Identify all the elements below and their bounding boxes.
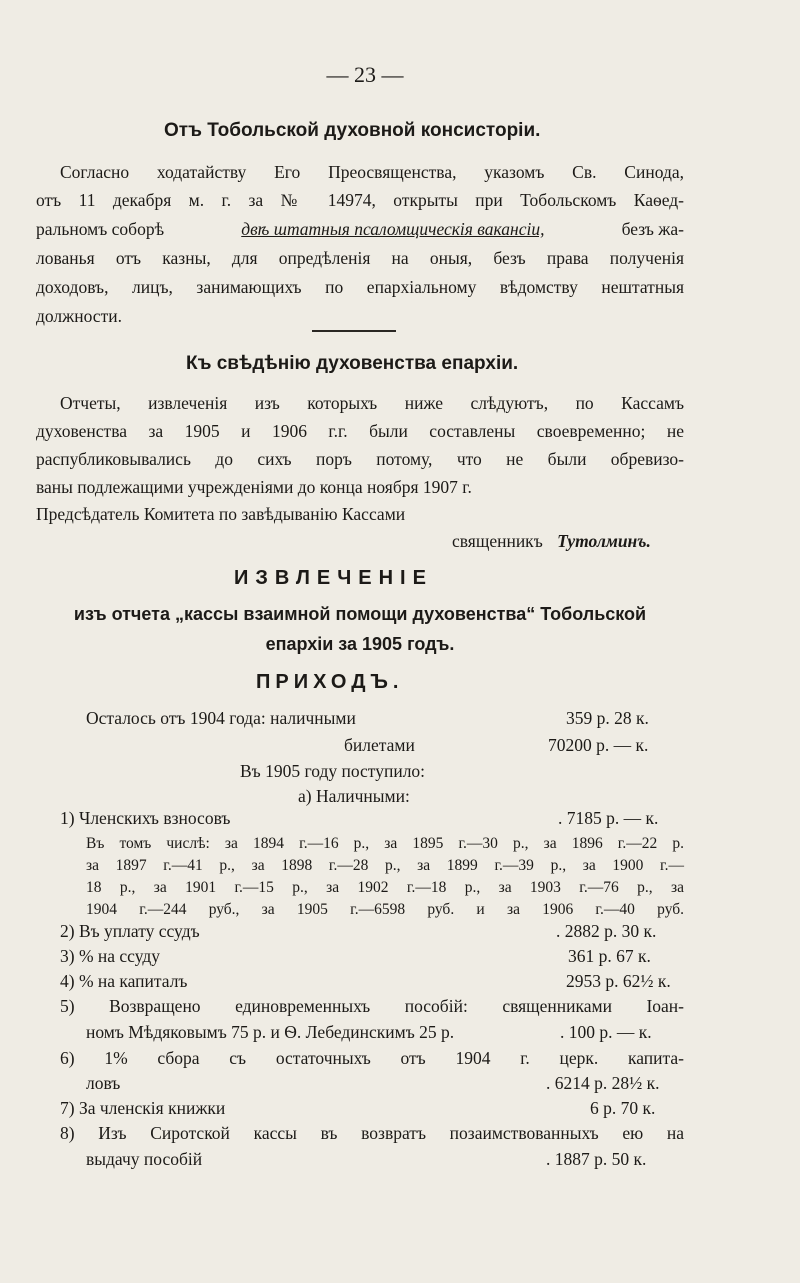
balance-value: 359 р. 28 к.: [566, 708, 649, 728]
income-item-value: . 100 р. — к.: [560, 1022, 652, 1042]
income-intro: Въ 1905 году поступило:: [240, 761, 426, 781]
detail-line: за 1897 г.—41 р., за 1898 г.—28 р., за 1899 г.—39 р., за 1900 г.—: [86, 857, 684, 874]
paragraph-line: [36, 218, 684, 240]
text-fragment: ральномъ соборѣ: [36, 219, 165, 239]
income-item-value: 2953 р. 62½ к.: [566, 971, 671, 991]
income-item-value: . 1887 р. 50 к.: [546, 1149, 647, 1169]
income-item-label: 8) Изъ Сиротской кассы въ возвратъ позаимствованныхъ ею на: [60, 1123, 684, 1143]
income-item-label: 3) % на ссуду: [60, 946, 161, 966]
balance-label: Осталось отъ 1904 года: наличными: [86, 708, 356, 728]
balance-label: билетами: [344, 735, 415, 755]
income-item-value: . 7185 р. — к.: [558, 808, 659, 828]
extract-heading: ИЗВЛЕЧЕНІЕ: [234, 567, 433, 589]
section-divider: [312, 330, 396, 332]
income-item-value: . 2882 р. 30 к.: [556, 921, 657, 941]
income-item-label: 5) Возвращено единовременныхъ пособій: священниками Іоан-: [60, 996, 684, 1016]
page-number: — 23 —: [326, 62, 404, 87]
paragraph-line: Отчеты, извлеченія изъ которыхъ ниже слѣдуютъ, по Кассамъ: [60, 393, 684, 413]
paragraph-line: лованья отъ казны, для опредѣленія на оныя, безъ права полученія: [36, 248, 684, 268]
income-item-label: выдачу пособій: [86, 1149, 203, 1169]
paragraph-line: ваны подлежащими учрежденіями до конца ноября 1907 г.: [36, 477, 472, 497]
income-subheading: а) Наличными:: [298, 786, 410, 806]
signature-name: Тутолминъ.: [557, 531, 651, 551]
paragraph-line: Согласно ходатайству Его Преосвященства, указомъ Св. Синода,: [60, 162, 684, 182]
income-item-label: 1) Членскихъ взносовъ: [60, 808, 231, 828]
detail-line: 18 р., за 1901 г.—15 р., за 1902 г.—18 р., за 1903 г.—76 р., за: [86, 879, 684, 896]
income-item-label: 4) % на капиталъ: [60, 971, 188, 991]
signature-line: [452, 530, 651, 552]
income-item-label: 7) За членскія книжки: [60, 1098, 226, 1118]
income-item-label: номъ Мѣдяковымъ 75 р. и Ѳ. Лебединскимъ 25 р.: [86, 1022, 455, 1042]
income-item-label: ловъ: [86, 1073, 121, 1093]
extract-subtitle: епархіи за 1905 годъ.: [265, 634, 455, 654]
income-item-value: . 6214 р. 28½ к.: [546, 1073, 660, 1093]
signature-rank: священникъ: [452, 531, 543, 551]
vacancies-emphasis: двѣ штатныя псаломщическія вакансіи,: [241, 219, 545, 239]
detail-line: 1904 г.—244 руб., за 1905 г.—6598 руб. и за 1906 г.—40 руб.: [86, 901, 684, 918]
section-heading-consistory: Отъ Тобольской духовной консисторіи.: [164, 120, 541, 141]
income-heading: ПРИХОДЪ.: [256, 671, 404, 693]
paragraph-line: духовенства за 1905 и 1906 г.г. были составлены своевременно; не: [36, 421, 684, 441]
paragraph-line: отъ 11 декабря м. г. за № 14974, открыты при Тобольскомъ Каѳед-: [36, 190, 684, 210]
income-item-label: 6) 1% сбора съ остаточныхъ отъ 1904 г. церк. капита-: [60, 1048, 684, 1068]
income-item-value: 6 р. 70 к.: [590, 1098, 656, 1118]
text-fragment: безъ жа-: [621, 219, 684, 239]
detail-line: Въ томъ числѣ: за 1894 г.—16 р., за 1895 г.—30 р., за 1896 г.—22 р.: [86, 835, 684, 852]
balance-value: 70200 р. — к.: [548, 735, 649, 755]
paragraph-line: Предсѣдатель Комитета по завѣдыванію Кассами: [36, 504, 406, 524]
paragraph-line: должности.: [36, 306, 122, 326]
paragraph-line: доходовъ, лицъ, занимающихъ по епархіальному вѣдомству нештатныя: [36, 277, 684, 297]
income-item-value: 361 р. 67 к.: [568, 946, 651, 966]
income-item-label: 2) Въ уплату ссудъ: [60, 921, 200, 941]
paragraph-line: распубликовывались до сихъ поръ потому, что не были обревизо-: [36, 449, 684, 469]
section-heading-clergy-info: Къ свѣдѣнію духовенства епархіи.: [186, 353, 519, 374]
extract-subtitle: изъ отчета „кассы взаимной помощи духовенства“ Тобольской: [73, 604, 647, 624]
